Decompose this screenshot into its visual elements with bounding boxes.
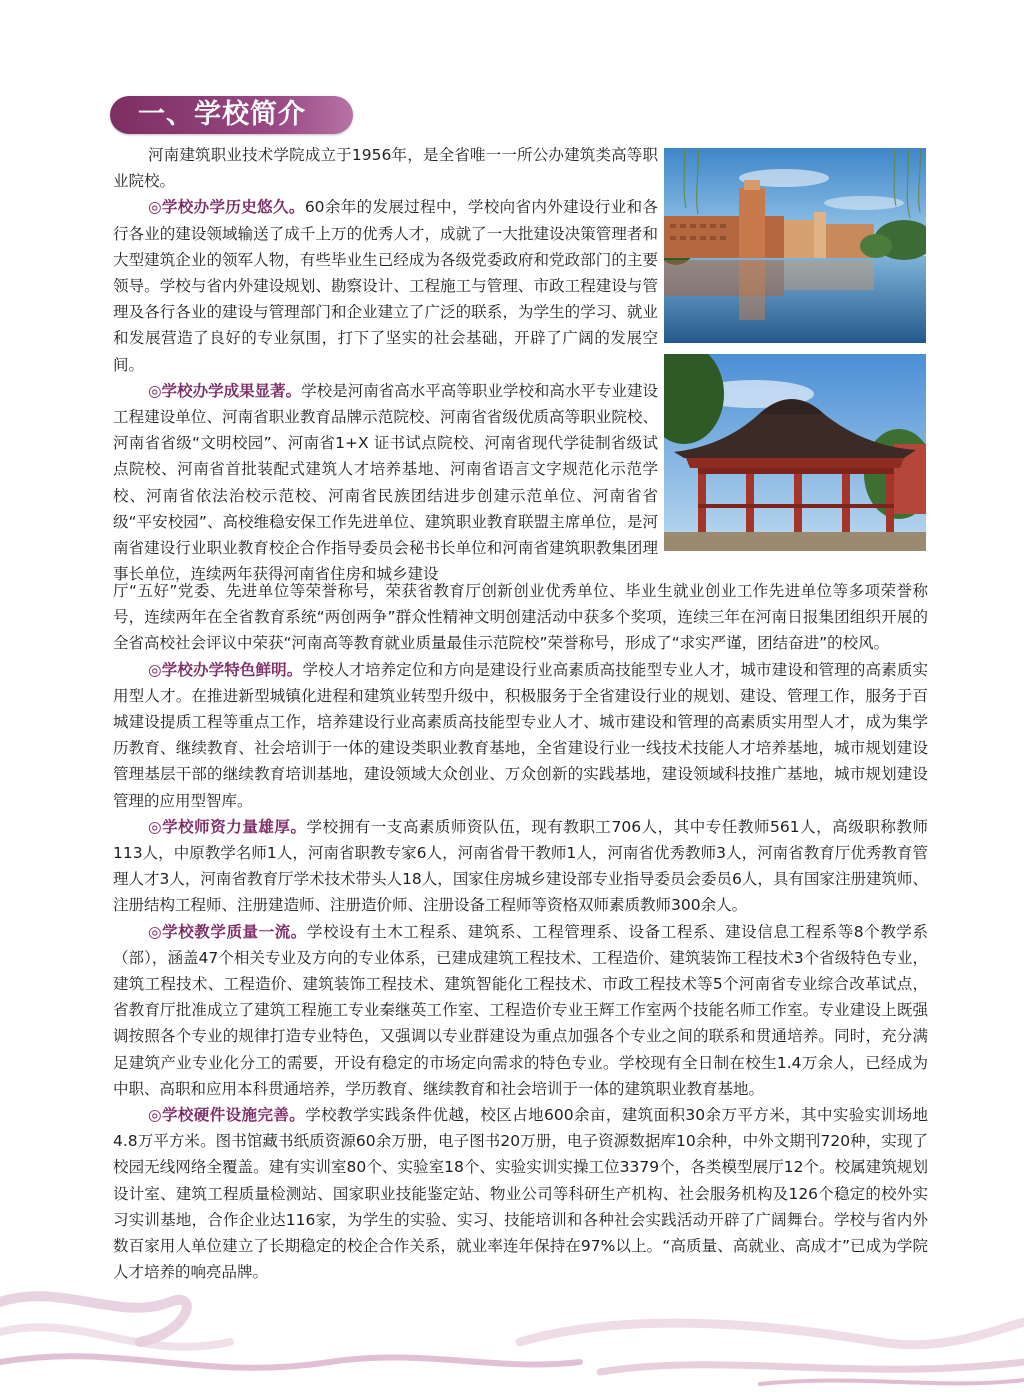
- faculty-paragraph: [113, 814, 928, 919]
- achievements-paragraph-part1: [113, 378, 658, 588]
- bullet-mark: ◎: [148, 198, 162, 217]
- features-heading: 学校办学特色鲜明。: [161, 660, 303, 679]
- faculty-body: 学校拥有一支高素质师资队伍，现有教职工706人，其中专任教师561人，高级职称教师113人，中原教学名师1人，河南省职教专家6人，河南省骨干教师1人，河南省优秀教师3人，河南省教育厅优秀教育管理人才3人，河南省教育厅学术技术带头人18人，国家住房城乡建设部专业指导委员会委员6人，具有国家注册建筑师、注册结构工程师、注册建造师、注册造价师、注册设备工程师等资格双师素质教师300余人。: [113, 817, 928, 915]
- bullet-mark: ◎: [148, 922, 163, 941]
- bullet-mark: ◎: [148, 381, 162, 400]
- wide-text-block: [113, 578, 928, 1285]
- bullet-mark: ◎: [148, 1106, 162, 1125]
- teaching-body: 学校设有土木工程系、建筑系、工程管理系、设备工程系、建设信息工程系等8个教学系（部），涵盖47个相关专业及方向的专业体系，已建成建筑工程技术、工程造价、建筑装饰工程技术3个省级特色专业，建筑工程技术、工程造价、建筑装饰工程技术、建筑智能化工程技术、市政工程技术等5个河南省专业综合改革试点，省教育厅批准成立了建筑工程施工专业秦继英工作室、工程造价专业王辉工作室两个技能名师工作室。专业建设上既强调按照各个专业的规律打造专业特色，又强调以专业群建设为重点加强各个专业之间的联系和贯通培养。同时，充分满足建筑产业专业化分工的需要，开设有稳定的市场定向需求的特色专业。学校现有全日制在校生1.4万余人，已经成为中职、高职和应用本科贯通培养，学历教育、继续教育和社会培训于一体的建筑职业教育基地。: [113, 922, 928, 1098]
- achievements-paragraph-part2: 厅“五好”党委、先进单位等荣誉称号，荣获省教育厅创新创业优秀单位、毕业生就业创业工作先进单位等多项荣誉称号，连续两年在全省教育系统“两创两争”群众性精神文明创建活动中获多个奖项，连续三年在河南日报集团组织开展的全省高校社会评议中荣获“河南高等教育就业质量最佳示范院校”荣誉称号，形成了“求实严谨，团结奋进”的校风。: [113, 582, 928, 653]
- narrow-text-block: [113, 142, 658, 587]
- bullet-mark: ◎: [148, 660, 162, 679]
- pavilion-photo: [664, 354, 926, 551]
- achievements-body-part1: 学校是河南省高水平高等职业学校和高水平专业建设工程建设单位、河南省职业教育品牌示范院校、河南省省级优质高等职业院校、河南省省级“文明校园”、河南省1+X 证书试点院校、河南省现代学徒制省级试点院校、河南省首批装配式建筑人才培养基地、河南省语言文字规范化示范学校、河南省依法治校示范校、河南省民族团结进步创建示范单位、河南省省级“平安校园”、高校维稳安保工作先进单位、建筑职业教育联盟主席单位，是河南省建设行业职业教育校企合作指导委员会秘书长单位和河南省建筑职教集团理事长单位，连续两年获得河南省住房和城乡建设: [113, 381, 658, 584]
- facilities-heading: 学校硬件设施完善。: [161, 1106, 306, 1125]
- faculty-heading: 学校师资力量雄厚。: [162, 817, 307, 836]
- teaching-paragraph: [113, 919, 928, 1102]
- history-paragraph: [113, 194, 658, 377]
- section-title-badge: [110, 96, 353, 134]
- campus-lake-photo: [664, 148, 926, 343]
- teaching-heading: 学校教学质量一流。: [162, 922, 307, 941]
- section-title: 一、学校简介: [138, 99, 306, 130]
- history-body: 60余年的发展过程中，学校向省内外建设行业和各行各业的建设领域输送了成千上万的优秀人才，成就了一大批建设决策管理者和大型建筑企业的领军人物，有些毕业生已经成为各级党委政府和党政部门的主要领导。学校与省内外建设规划、勘察设计、工程施工与管理、市政工程建设与管理及各行各业的建设与管理部门和企业建立了广泛的联系，为学生的学习、就业和发展营造了良好的专业氛围，打下了坚实的社会基础，开辟了广阔的发展空间。: [113, 198, 658, 374]
- bullet-mark: ◎: [148, 817, 163, 836]
- features-body: 学校人才培养定位和方向是建设行业高素质高技能型专业人才，城市建设和管理的高素质实用型人才。在推进新型城镇化进程和建筑业转型升级中，积极服务于全省建设行业的规划、建设、管理工作，服务于百城建设提质工程等重点工作，培养建设行业高素质高技能型专业人才、城市建设和管理的高素质实用型人才，成为集学历教育、继续教育、社会培训于一体的建设类职业教育基地，全省建设行业一线技术技能人才培养基地，城市规划建设管理基层干部的继续教育培训基地，建设领域大众创业、万众创新的实践基地，建设领域科技推广基地，城市规划建设管理的应用型智库。: [113, 660, 928, 810]
- facilities-body: 学校教学实践条件优越，校区占地600余亩，建筑面积30余万平方米，其中实验实训场地4.8万平方米。图书馆藏书纸质资源60余万册，电子图书20万册，电子资源数据库10余种，中外文期刊720种，实现了校园无线网络全覆盖。建有实训室80个、实验室18个、实验实训实操工位3379个，各类模型展厅12个。校属建筑规划设计室、建筑工程质量检测站、国家职业技能鉴定站、物业公司等科研生产机构、社会服务机构及126个稳定的校外实习实训基地，合作企业达116家，为学生的实验、实习、技能培训和各种社会实践活动开辟了广阔舞台。学校与省内外数百家用人单位建立了长期稳定的校企合作关系，就业率连年保持在97%以上。“高质量、高就业、高成才”已成为学院人才培养的响亮品牌。: [113, 1106, 928, 1282]
- history-heading: 学校办学历史悠久。: [161, 198, 305, 217]
- features-paragraph: [113, 657, 928, 814]
- achievements-heading: 学校办学成果显著。: [161, 381, 302, 400]
- decorative-waves: [0, 1262, 1024, 1392]
- intro-paragraph: 河南建筑职业技术学院成立于1956年，是全省唯一一所公办建筑类高等职业院校。: [113, 146, 658, 191]
- facilities-paragraph: [113, 1102, 928, 1285]
